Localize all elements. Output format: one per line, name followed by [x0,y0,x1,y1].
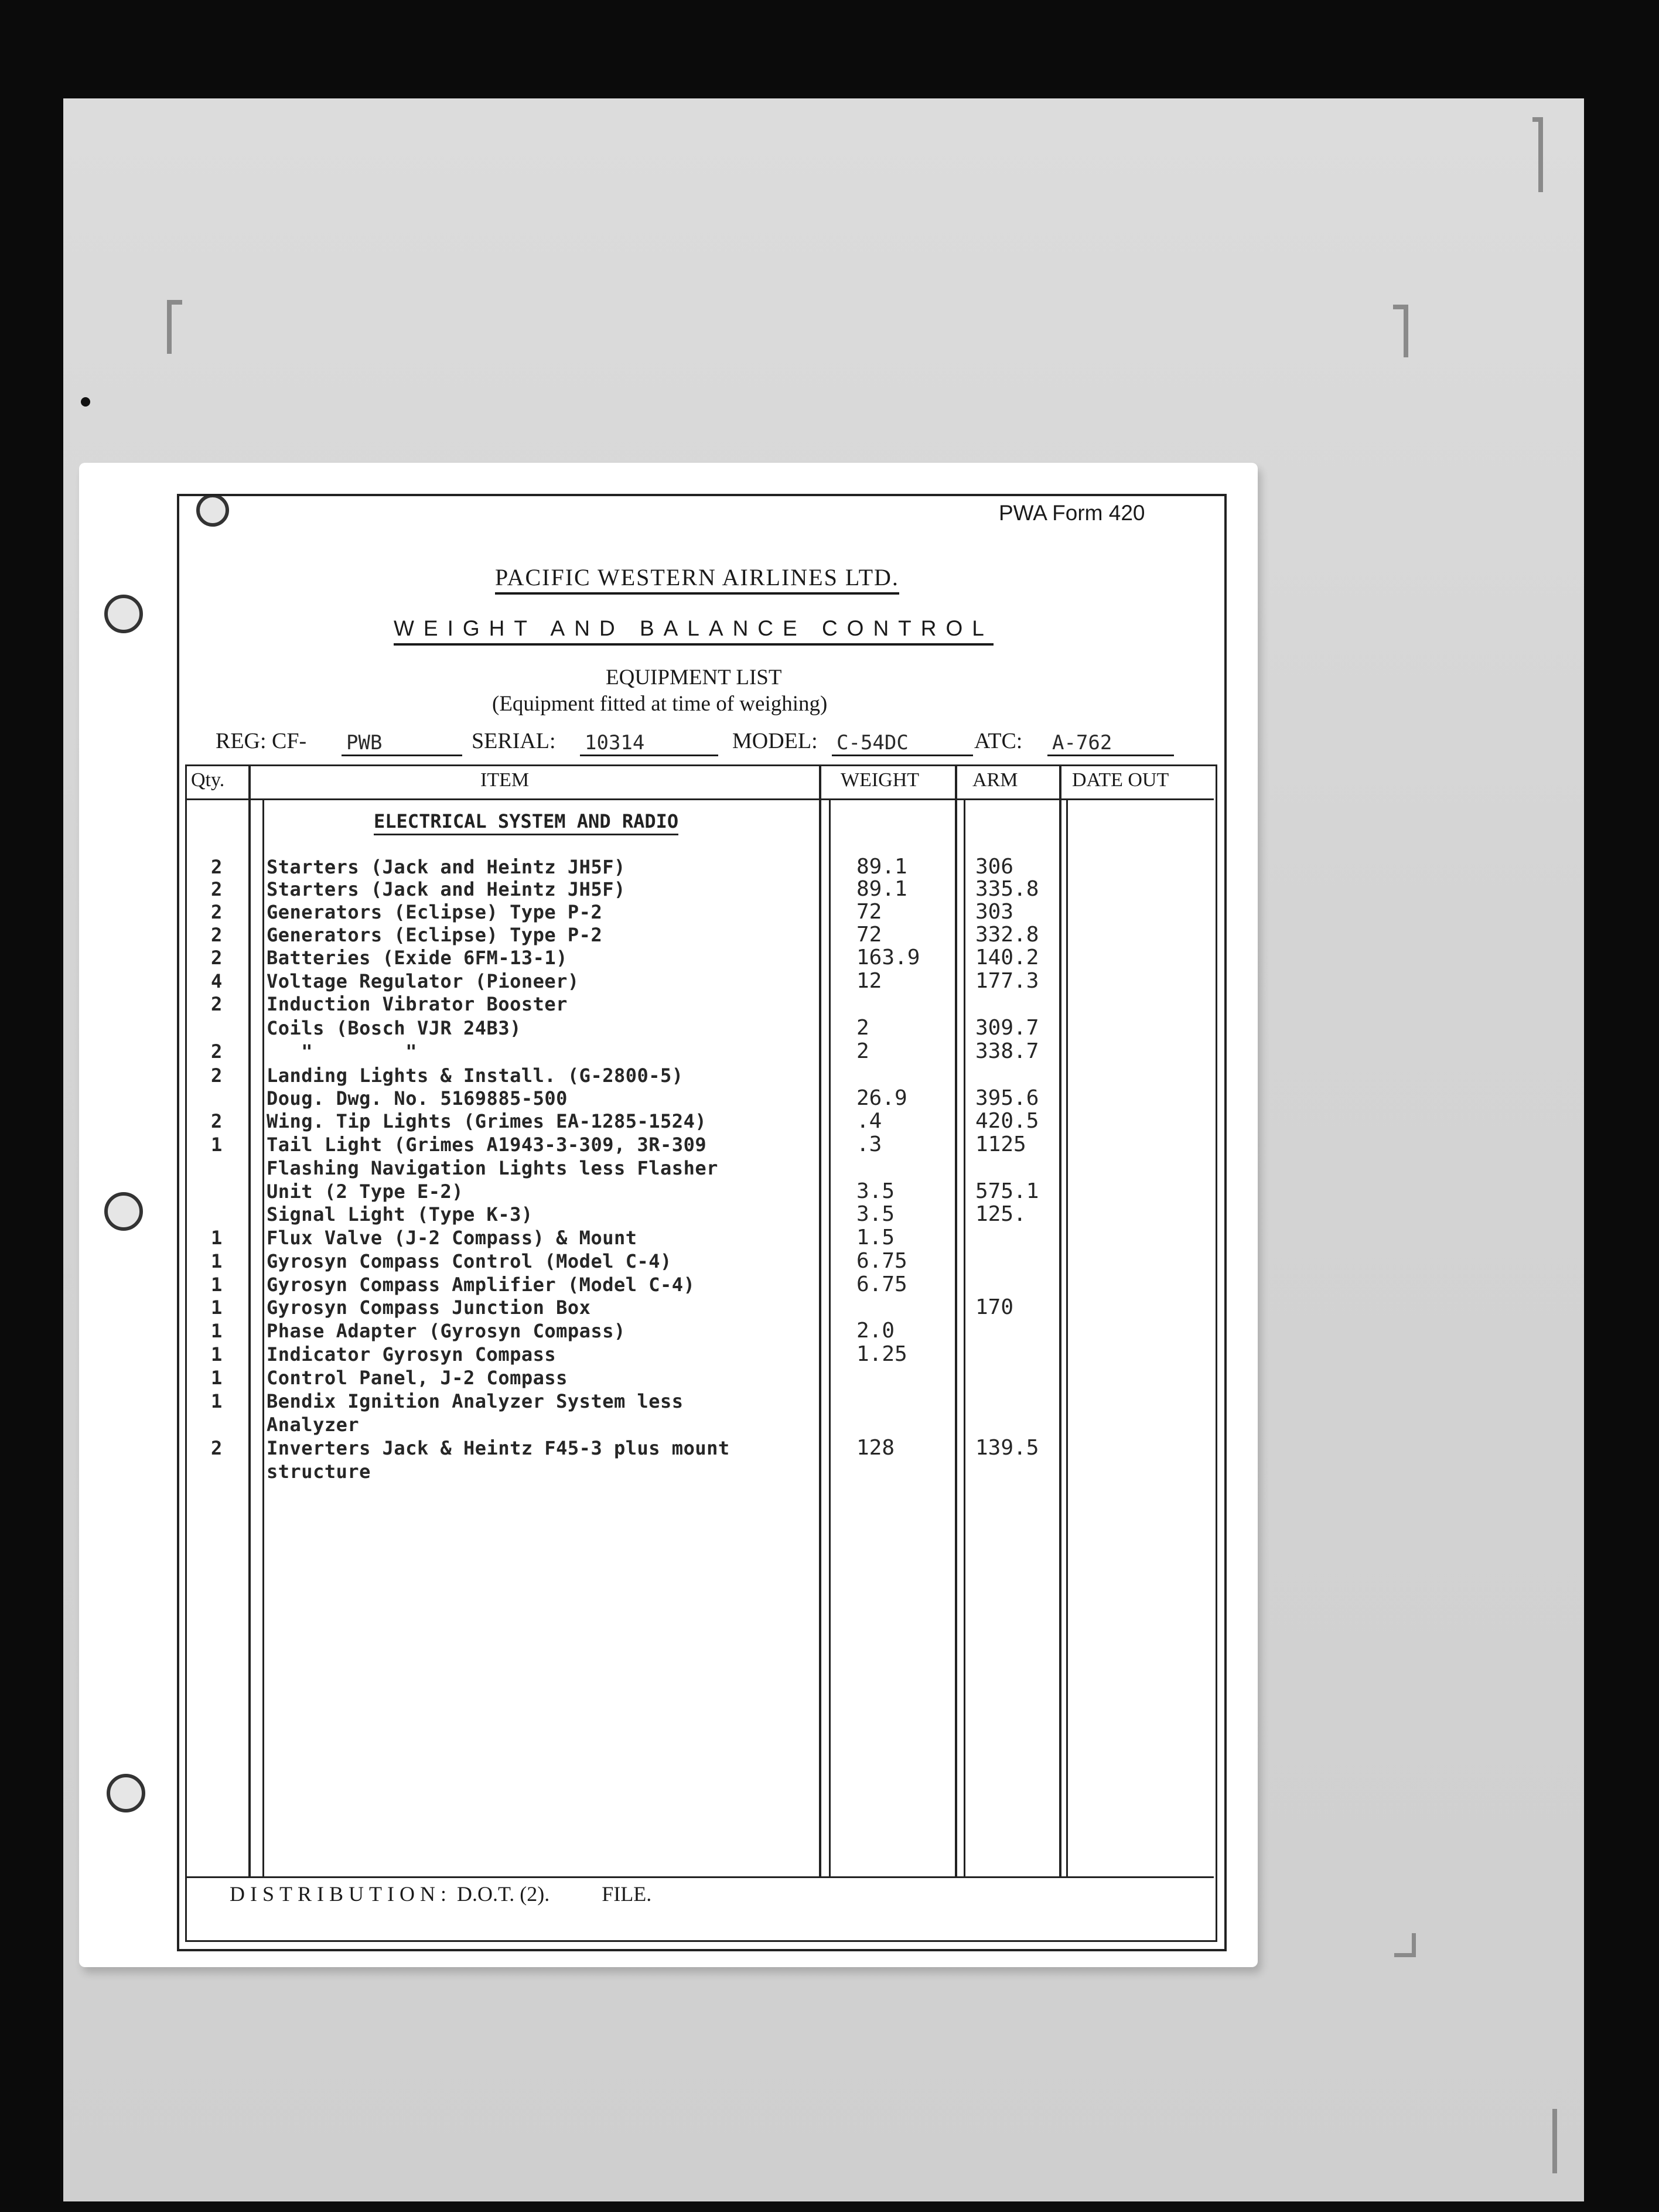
row-weight: 128 [856,1436,895,1460]
row-qty: 2 [211,1040,223,1063]
list-subtitle: (Equipment fitted at time of weighing) [492,692,828,716]
row-item: Flux Valve (J-2 Compass) & Mount [267,1227,637,1249]
row-weight: 163.9 [856,945,920,970]
row-item: Signal Light (Type K-3) [267,1203,533,1226]
row-item: structure [267,1460,371,1483]
table-row [0,1064,1659,1087]
row-item: Analyzer [267,1414,360,1436]
table-row [0,1087,1659,1110]
reg-label: REG: CF- [216,729,307,753]
serial-label: SERIAL: [472,729,556,753]
row-arm: 335.8 [975,877,1039,901]
row-item: Starters (Jack and Heintz JH5F) [267,878,626,900]
row-arm: 395.6 [975,1086,1039,1110]
crop-mark-edge-bottom [1548,2109,1557,2173]
row-qty: 2 [211,947,223,969]
row-item: Coils (Bosch VJR 24B3) [267,1017,521,1039]
row-weight: 6.75 [856,1272,907,1296]
row-arm: 575.1 [975,1179,1039,1203]
row-qty: 1 [211,1320,223,1342]
table-row [0,923,1659,947]
row-item: Gyrosyn Compass Control (Model C-4) [267,1250,672,1272]
row-weight: 89.1 [856,877,907,901]
model-label: MODEL: [732,729,818,753]
crop-mark-top-right [1393,305,1408,357]
col-header-qty: Qty. [191,769,225,791]
row-qty: 1 [211,1296,223,1319]
row-weight: 26.9 [856,1086,907,1110]
table-row [0,946,1659,970]
model-value: C-54DC [832,731,973,756]
row-item: Generators (Eclipse) Type P-2 [267,901,603,923]
row-item: Gyrosyn Compass Junction Box [267,1296,591,1319]
atc-label: ATC: [974,729,1023,753]
section-title: ELECTRICAL SYSTEM AND RADIO [374,810,678,835]
crop-mark-edge-top [1532,117,1543,192]
reg-value: PWB [342,731,462,756]
row-item: Inverters Jack & Heintz F45-3 plus mount [267,1437,730,1459]
col-header-date-out: DATE OUT [1072,769,1169,791]
row-item: Generators (Eclipse) Type P-2 [267,924,603,946]
row-weight: 72 [856,900,882,924]
row-arm: 1125 [975,1132,1026,1156]
row-qty: 2 [211,924,223,946]
table-row [0,1296,1659,1319]
punch-hole-icon [104,595,143,633]
crop-mark-bottom-right [1394,1933,1416,1957]
crop-mark-top-left [167,300,182,354]
table-row [0,1436,1659,1460]
row-arm: 125. [975,1202,1026,1226]
row-item: Phase Adapter (Gyrosyn Compass) [267,1320,626,1342]
row-item: Batteries (Exide 6FM-13-1) [267,947,568,969]
form-number: PWA Form 420 [999,501,1145,525]
table-row [0,1366,1659,1390]
table-row [0,1156,1659,1180]
row-qty: 2 [211,993,223,1015]
row-weight: 12 [856,969,882,993]
row-item: Induction Vibrator Booster [267,993,568,1015]
row-weight: 6.75 [856,1249,907,1273]
row-item: Starters (Jack and Heintz JH5F) [267,856,626,878]
row-weight: 3.5 [856,1179,895,1203]
row-arm: 170 [975,1295,1014,1319]
row-arm: 306 [975,855,1014,879]
table-row [0,1273,1659,1296]
table-row [0,1016,1659,1040]
row-weight: 89.1 [856,855,907,879]
row-item: " " [267,1040,417,1063]
row-item: Landing Lights & Install. (G-2800-5) [267,1064,684,1087]
row-weight: .3 [856,1132,882,1156]
col-header-item: ITEM [480,769,530,791]
distribution-line [230,1882,651,1906]
table-row [0,1460,1659,1483]
row-weight: 72 [856,923,882,947]
row-qty: 2 [211,878,223,900]
row-qty: 2 [211,856,223,878]
row-item: Flashing Navigation Lights less Flasher [267,1157,718,1179]
row-qty: 1 [211,1250,223,1272]
table-row [0,1413,1659,1436]
punch-hole-icon [107,1774,145,1812]
table-row [0,1040,1659,1063]
row-qty: 1 [211,1134,223,1156]
row-qty: 1 [211,1227,223,1249]
company-name: PACIFIC WESTERN AIRLINES LTD. [495,564,899,595]
row-arm: 338.7 [975,1039,1039,1063]
row-arm: 140.2 [975,945,1039,970]
table-row [0,1319,1659,1343]
col-header-arm: ARM [972,769,1018,791]
table-row [0,1343,1659,1366]
table-row [0,1133,1659,1156]
row-qty: 2 [211,1064,223,1087]
list-title: EQUIPMENT LIST [606,665,782,689]
row-item: Gyrosyn Compass Amplifier (Model C-4) [267,1274,695,1296]
row-weight: 2 [856,1039,869,1063]
atc-value: A-762 [1047,731,1174,756]
row-item: Bendix Ignition Analyzer System less [267,1390,684,1412]
table-row [0,970,1659,993]
row-arm: 309.7 [975,1016,1039,1040]
table-row [0,900,1659,924]
table-row [0,855,1659,879]
row-weight: 2 [856,1016,869,1040]
row-arm: 332.8 [975,923,1039,947]
col-header-weight: WEIGHT [841,769,920,791]
row-qty: 2 [211,1437,223,1459]
row-qty: 1 [211,1390,223,1412]
row-qty: 1 [211,1343,223,1366]
row-weight: 1.5 [856,1226,895,1250]
row-item: Wing. Tip Lights (Grimes EA-1285-1524) [267,1110,707,1132]
table-row [0,1250,1659,1273]
row-weight: 1.25 [856,1342,907,1366]
table-row [0,1180,1659,1203]
row-item: Indicator Gyrosyn Compass [267,1343,557,1366]
table-row [0,1203,1659,1226]
table-row [0,1390,1659,1413]
serial-value: 10314 [580,731,718,756]
row-arm: 303 [975,900,1014,924]
row-item: Tail Light (Grimes A1943-3-309, 3R-309 [267,1134,707,1156]
distribution-label: DISTRIBUTION: [230,1882,452,1906]
distribution-value: D.O.T. (2). [456,1882,550,1906]
table-row [0,992,1659,1016]
file-label: FILE. [602,1882,652,1906]
table-row [0,878,1659,901]
row-qty: 2 [211,1110,223,1132]
row-weight: 2.0 [856,1319,895,1343]
row-qty: 1 [211,1367,223,1389]
ink-dot [81,397,90,407]
row-qty: 2 [211,901,223,923]
row-item: Doug. Dwg. No. 5169885-500 [267,1087,568,1110]
table-row [0,1226,1659,1250]
row-item: Unit (2 Type E-2) [267,1180,464,1203]
row-weight: .4 [856,1109,882,1133]
row-qty: 1 [211,1274,223,1296]
table-row [0,1110,1659,1133]
row-qty: 4 [211,970,223,992]
row-item: Control Panel, J-2 Compass [267,1367,568,1389]
row-weight: 3.5 [856,1202,895,1226]
form-title: WEIGHT AND BALANCE CONTROL [394,616,994,646]
row-item: Voltage Regulator (Pioneer) [267,970,579,992]
row-arm: 177.3 [975,969,1039,993]
row-arm: 420.5 [975,1109,1039,1133]
row-arm: 139.5 [975,1436,1039,1460]
